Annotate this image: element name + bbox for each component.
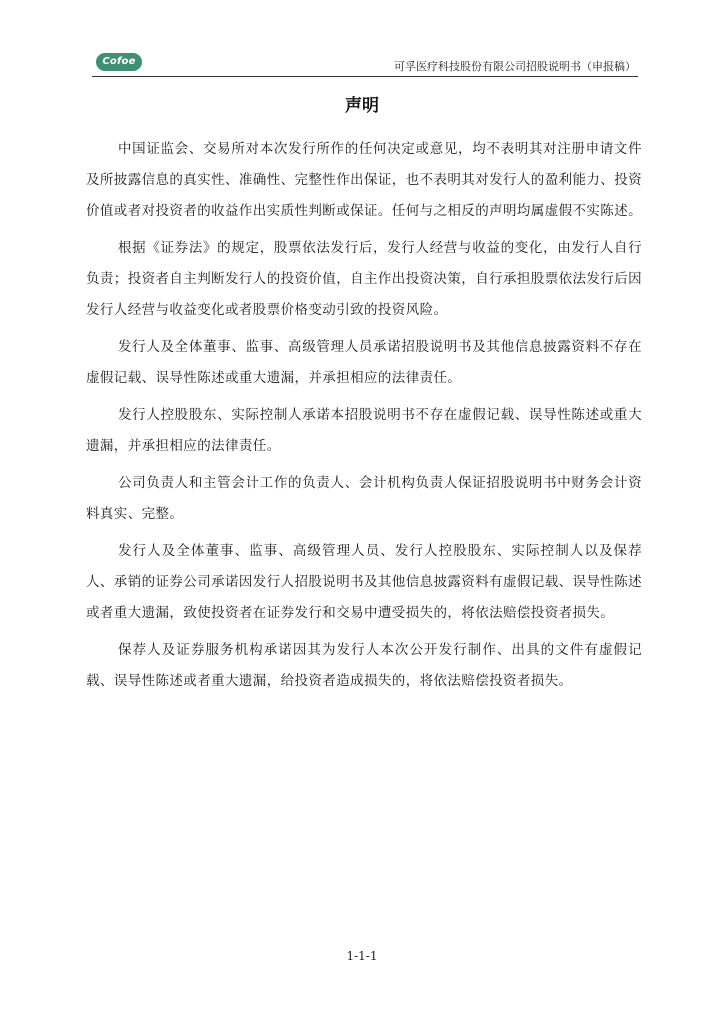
paragraph: 发行人及全体董事、监事、高级管理人员、发行人控股股东、实际控制人以及保荐人、承销的证券公司承诺因发行人招股说明书及其他信息披露资料有虚假记载、误导性陈述或者重大遗漏，致使投资者在证券发行和交易中遭受损失的，将依法赔偿投资者损失。 (86, 543, 642, 621)
paragraph: 公司负责人和主管会计工作的负责人、会计机构负责人保证招股说明书中财务会计资料真实、完整。 (86, 475, 642, 522)
paragraph: 保荐人及证券服务机构承诺因其为发行人本次公开发行制作、出具的文件有虚假记载、误导性陈述或者重大遗漏，给投资者造成损失的，将依法赔偿投资者损失。 (86, 642, 642, 689)
company-logo: Cofoe (96, 53, 142, 71)
statement-body (86, 134, 642, 703)
page-header (92, 50, 638, 78)
paragraph: 中国证监会、交易所对本次发行所作的任何决定或意见，均不表明其对注册申请文件及所披露信息的真实性、准确性、完整性作出保证，也不表明其对发行人的盈利能力、投资价值或者对投资者的收益作出实质性判断或保证。任何与之相反的声明均属虚假不实陈述。 (86, 141, 642, 219)
header-title: 可孚医疗科技股份有限公司招股说明书（申报稿） (394, 60, 636, 73)
paragraph: 发行人及全体董事、监事、高级管理人员承诺招股说明书及其他信息披露资料不存在虚假记载、误导性陈述或重大遗漏，并承担相应的法律责任。 (86, 339, 642, 386)
page-title: 声明 (345, 96, 379, 116)
page-number: 1-1-1 (346, 949, 378, 963)
paragraph: 根据《证券法》的规定，股票依法发行后，发行人经营与收益的变化，由发行人自行负责；投资者自主判断发行人的投资价值，自主作出投资决策，自行承担股票依法发行后因发行人经营与收益变化或者股票价格变动引致的投资风险。 (86, 240, 642, 318)
paragraph: 发行人控股股东、实际控制人承诺本招股说明书不存在虚假记载、误导性陈述或重大遗漏，并承担相应的法律责任。 (86, 407, 642, 454)
header-divider (92, 76, 638, 77)
